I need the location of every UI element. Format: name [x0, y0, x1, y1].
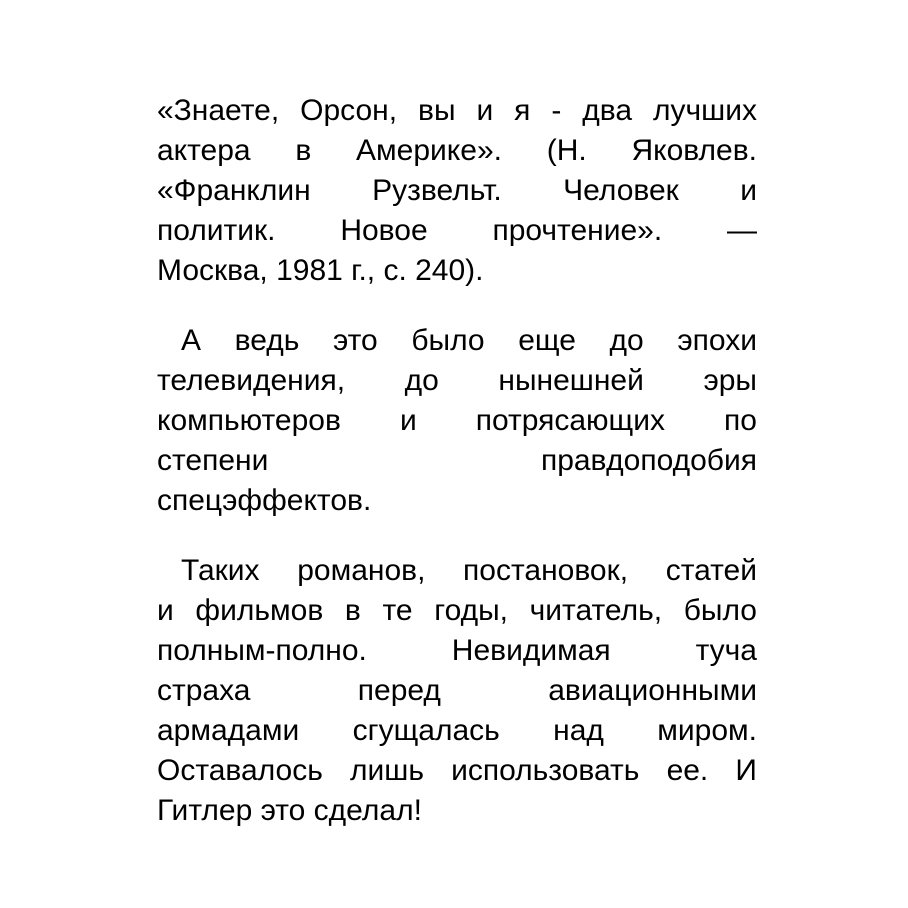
text-line: «Знаете, Орсон, вы и я - два лучших [157, 94, 757, 127]
text-line: страха перед авиационными [157, 674, 757, 707]
text-line: и фильмов в те годы, читатель, было [157, 594, 757, 627]
text-line: армадами сгущалась над миром. [157, 714, 757, 747]
text-line: степени правдоподобия [157, 444, 757, 477]
paragraph-hitler [157, 551, 757, 831]
text-line: Гитлер это сделал! [157, 794, 422, 827]
text-line: «Франклин Рузвельт. Человек и [157, 174, 757, 207]
text-line: спецэффектов. [157, 484, 372, 517]
text-line: Таких романов, постановок, статей [181, 554, 757, 587]
text-line: телевидения, до нынешней эры [157, 364, 757, 397]
paragraph-gap [157, 521, 757, 551]
text-line: компьютеров и потрясающих по [157, 404, 757, 437]
text-line: политик. Новое прочтение». — [157, 214, 757, 247]
text-line: полным-полно. Невидимая туча [157, 634, 757, 667]
paragraph-quote [157, 91, 757, 291]
paragraph-television [157, 321, 757, 521]
text-line: А ведь это было еще до эпохи [181, 324, 757, 357]
text-line: Оставалось лишь использовать ее. И [157, 754, 757, 787]
text-block [157, 91, 757, 831]
text-line: актера в Америке». (Н. Яковлев. [157, 134, 757, 167]
text-line: Москва, 1981 г., с. 240). [157, 254, 484, 287]
paragraph-gap [157, 291, 757, 321]
